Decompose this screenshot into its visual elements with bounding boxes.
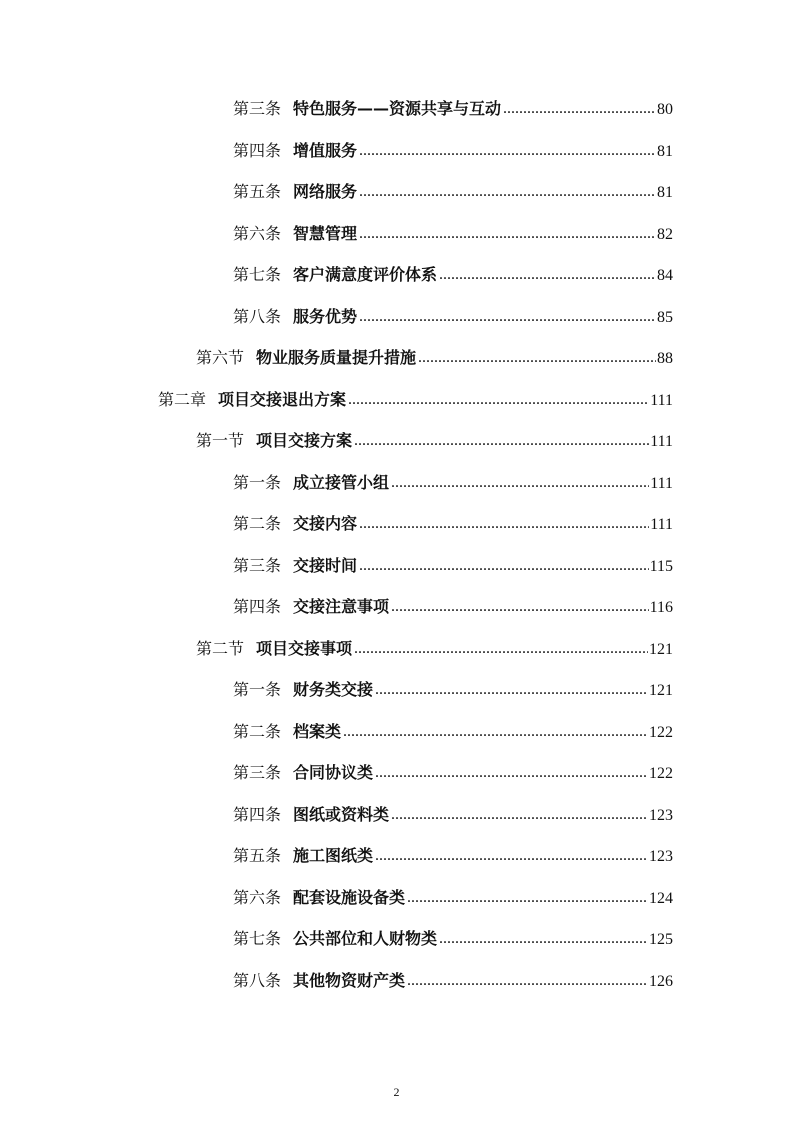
toc-dot-leader bbox=[503, 99, 656, 119]
toc-entry-row bbox=[233, 99, 673, 120]
toc-entry[interactable] bbox=[0, 463, 793, 505]
toc-entry-number: 第四条 bbox=[233, 804, 282, 824]
toc-entry-number: 第二节 bbox=[196, 638, 245, 658]
toc-entry-number: 第四条 bbox=[233, 597, 282, 617]
toc-dot-leader bbox=[375, 763, 648, 783]
toc-entry-row bbox=[233, 141, 673, 162]
toc-entry-title: 交接内容 bbox=[293, 514, 358, 534]
toc-entry-number: 第三条 bbox=[233, 763, 282, 783]
toc-entry-row bbox=[233, 514, 673, 535]
toc-entry-number: 第六节 bbox=[196, 348, 245, 368]
toc-entry-number: 第三条 bbox=[233, 99, 282, 119]
toc-entry-title: 客户满意度评价体系 bbox=[293, 265, 438, 285]
toc-entry-page: 85 bbox=[657, 308, 673, 326]
toc-dot-leader bbox=[354, 639, 648, 659]
toc-entry-page: 126 bbox=[649, 972, 673, 990]
page-number: 2 bbox=[393, 1085, 400, 1099]
toc-dot-leader bbox=[359, 182, 656, 202]
toc-entry[interactable] bbox=[0, 546, 793, 588]
toc-entry[interactable] bbox=[0, 338, 793, 380]
toc-dot-leader bbox=[439, 265, 656, 285]
toc-dot-leader bbox=[359, 141, 656, 161]
table-of-contents bbox=[0, 89, 793, 1002]
toc-entry-page: 121 bbox=[649, 682, 673, 700]
toc-entry-page: 81 bbox=[657, 142, 673, 160]
toc-entry[interactable] bbox=[0, 297, 793, 339]
toc-entry[interactable] bbox=[0, 587, 793, 629]
toc-entry-number: 第一条 bbox=[233, 472, 282, 492]
toc-entry-row bbox=[233, 597, 673, 618]
toc-entry-number: 第五条 bbox=[233, 846, 282, 866]
toc-dot-leader bbox=[391, 805, 648, 825]
toc-entry[interactable] bbox=[0, 795, 793, 837]
toc-entry-title: 服务优势 bbox=[293, 306, 358, 326]
toc-entry-row bbox=[233, 763, 673, 784]
toc-entry-row bbox=[158, 390, 673, 411]
toc-entry-row bbox=[233, 929, 673, 950]
toc-entry-title: 档案类 bbox=[293, 721, 342, 741]
toc-entry-title: 增值服务 bbox=[293, 140, 358, 160]
toc-entry-title: 成立接管小组 bbox=[293, 472, 390, 492]
toc-entry-page: 84 bbox=[657, 267, 673, 285]
toc-dot-leader bbox=[375, 680, 648, 700]
toc-entry-title: 图纸或资料类 bbox=[293, 804, 390, 824]
toc-entry-page: 115 bbox=[649, 557, 673, 575]
toc-entry[interactable] bbox=[0, 712, 793, 754]
toc-entry-row bbox=[233, 805, 673, 826]
toc-entry-title: 配套设施设备类 bbox=[293, 887, 406, 907]
toc-entry-page: 111 bbox=[650, 516, 673, 534]
toc-entry-row bbox=[233, 182, 673, 203]
toc-entry-number: 第一节 bbox=[196, 431, 245, 451]
toc-entry-row bbox=[233, 307, 673, 328]
toc-entry-title: 公共部位和人财物类 bbox=[293, 929, 438, 949]
toc-entry-page: 116 bbox=[649, 599, 673, 617]
toc-entry-number: 第八条 bbox=[233, 306, 282, 326]
toc-entry-number: 第五条 bbox=[233, 182, 282, 202]
toc-entry-page: 111 bbox=[650, 391, 673, 409]
toc-dot-leader bbox=[359, 224, 656, 244]
toc-entry-page: 123 bbox=[649, 806, 673, 824]
toc-dot-leader bbox=[359, 556, 649, 576]
toc-dot-leader bbox=[359, 307, 656, 327]
toc-entry-row bbox=[233, 556, 673, 577]
toc-dot-leader bbox=[407, 971, 648, 991]
toc-dot-leader bbox=[348, 390, 649, 410]
toc-entry-page: 121 bbox=[649, 640, 673, 658]
toc-entry[interactable] bbox=[0, 214, 793, 256]
toc-entry[interactable] bbox=[0, 172, 793, 214]
toc-dot-leader bbox=[439, 929, 648, 949]
toc-entry-title: 施工图纸类 bbox=[293, 846, 374, 866]
toc-entry-number: 第六条 bbox=[233, 887, 282, 907]
toc-entry-title: 物业服务质量提升措施 bbox=[256, 348, 417, 368]
toc-entry[interactable] bbox=[0, 380, 793, 422]
toc-entry-page: 88 bbox=[657, 350, 673, 368]
toc-dot-leader bbox=[407, 888, 648, 908]
toc-entry[interactable] bbox=[0, 131, 793, 173]
toc-entry-row bbox=[233, 265, 673, 286]
toc-entry[interactable] bbox=[0, 878, 793, 920]
toc-entry[interactable] bbox=[0, 255, 793, 297]
toc-entry-title: 项目交接事项 bbox=[256, 638, 353, 658]
toc-entry-title: 特色服务——资源共享与互动 bbox=[293, 99, 502, 119]
toc-dot-leader bbox=[354, 431, 649, 451]
toc-entry-row bbox=[233, 888, 673, 909]
toc-entry-title: 项目交接方案 bbox=[256, 431, 353, 451]
toc-entry-page: 124 bbox=[649, 889, 673, 907]
toc-entry-number: 第二章 bbox=[158, 389, 207, 409]
toc-entry-row bbox=[196, 431, 673, 452]
toc-entry-page: 111 bbox=[650, 433, 673, 451]
toc-entry-page: 81 bbox=[657, 184, 673, 202]
toc-entry[interactable] bbox=[0, 89, 793, 131]
toc-entry-number: 第八条 bbox=[233, 970, 282, 990]
toc-entry-row bbox=[196, 639, 673, 660]
toc-entry-page: 122 bbox=[649, 723, 673, 741]
toc-entry[interactable] bbox=[0, 421, 793, 463]
toc-entry[interactable] bbox=[0, 670, 793, 712]
toc-dot-leader bbox=[343, 722, 648, 742]
toc-entry-number: 第二条 bbox=[233, 721, 282, 741]
toc-entry-title: 交接时间 bbox=[293, 555, 358, 575]
toc-dot-leader bbox=[359, 514, 649, 534]
toc-entry-title: 项目交接退出方案 bbox=[218, 389, 347, 409]
toc-entry-title: 交接注意事项 bbox=[293, 597, 390, 617]
toc-entry[interactable] bbox=[0, 753, 793, 795]
toc-entry[interactable] bbox=[0, 919, 793, 961]
toc-entry-row bbox=[233, 971, 673, 992]
toc-entry[interactable] bbox=[0, 504, 793, 546]
toc-entry[interactable] bbox=[0, 961, 793, 1003]
toc-dot-leader bbox=[391, 597, 649, 617]
toc-entry-number: 第四条 bbox=[233, 140, 282, 160]
toc-entry-number: 第三条 bbox=[233, 555, 282, 575]
toc-entry-title: 财务类交接 bbox=[293, 680, 374, 700]
toc-entry-number: 第二条 bbox=[233, 514, 282, 534]
toc-entry-page: 82 bbox=[657, 225, 673, 243]
toc-entry-page: 125 bbox=[649, 931, 673, 949]
toc-entry-row bbox=[233, 224, 673, 245]
toc-entry-number: 第一条 bbox=[233, 680, 282, 700]
toc-entry[interactable] bbox=[0, 629, 793, 671]
toc-entry-title: 网络服务 bbox=[293, 182, 358, 202]
toc-entry-number: 第六条 bbox=[233, 223, 282, 243]
toc-entry[interactable] bbox=[0, 836, 793, 878]
toc-entry-title: 其他物资财产类 bbox=[293, 970, 406, 990]
toc-entry-title: 智慧管理 bbox=[293, 223, 358, 243]
toc-entry-page: 123 bbox=[649, 848, 673, 866]
toc-dot-leader bbox=[391, 473, 649, 493]
toc-entry-row bbox=[233, 680, 673, 701]
toc-entry-number: 第七条 bbox=[233, 929, 282, 949]
toc-entry-page: 111 bbox=[650, 474, 673, 492]
toc-entry-number: 第七条 bbox=[233, 265, 282, 285]
toc-entry-page: 122 bbox=[649, 765, 673, 783]
toc-entry-row bbox=[233, 473, 673, 494]
toc-dot-leader bbox=[375, 846, 648, 866]
toc-entry-row bbox=[233, 846, 673, 867]
toc-entry-page: 80 bbox=[657, 101, 673, 119]
toc-entry-row bbox=[196, 348, 673, 369]
toc-entry-title: 合同协议类 bbox=[293, 763, 374, 783]
toc-entry-row bbox=[233, 722, 673, 743]
toc-dot-leader bbox=[418, 348, 656, 368]
